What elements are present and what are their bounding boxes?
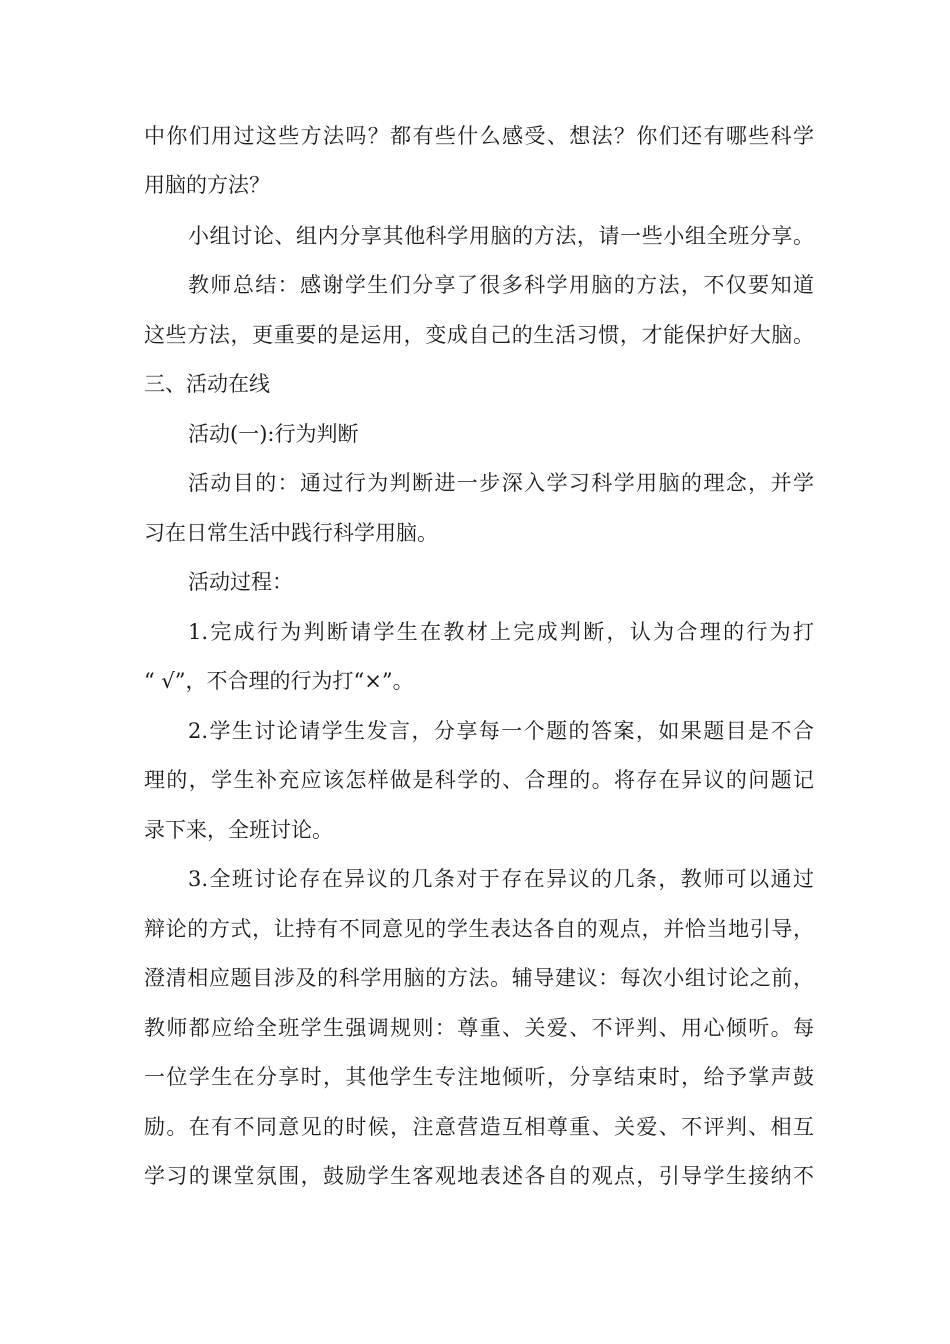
text-line: 活动目的：通过行为判断进一步深入学习科学用脑的理念，并学 [188,471,814,495]
text-line: 澄清相应题目涉及的科学用脑的方法。辅导建议：每次小组讨论之前， [144,966,814,990]
text-line: 一位学生在分享时，其他学生专注地倾听，分享结束时，给予掌声鼓 [144,1065,814,1089]
text-line: 辩论的方式，让持有不同意见的学生表达各自的观点，并恰当地引导， [144,917,814,941]
text-line: “ √”，不合理的行为打“×”。 [144,669,414,693]
text-line: 用脑的方法？ [144,173,270,197]
text-line: 教师总结：感谢学生们分享了很多科学用脑的方法，不仅要知道 [188,273,814,297]
section-heading: 三、活动在线 [144,372,270,396]
text-line: 这些方法，更重要的是运用，变成自己的生活习惯，才能保护好大脑。 [144,323,814,347]
text-line: 励。在有不同意见的时候，注意营造互相尊重、关爱、不评判、相互 [144,1115,814,1139]
text-line: 活动过程： [188,570,293,594]
text-line: 2.学生讨论请学生发言，分享每一个题的答案，如果题目是不合 [188,719,814,743]
text-line: 习在日常生活中践行科学用脑。 [144,521,438,545]
text-line: 理的，学生补充应该怎样做是科学的、合理的。将存在异议的问题记 [144,768,814,792]
activity-title: 活动(一):行为判断 [188,422,359,446]
text-line: 教师都应给全班学生强调规则：尊重、关爱、不评判、用心倾听。每 [144,1016,814,1040]
text-line: 录下来，全班讨论。 [144,818,333,842]
text-line: 中你们用过这些方法吗？都有些什么感受、想法？你们还有哪些科学 [144,124,814,148]
text-line: 3.全班讨论存在异议的几条对于存在异议的几条，教师可以通过 [188,867,814,891]
text-line: 1.完成行为判断请学生在教材上完成判断，认为合理的行为打 [188,620,814,644]
text-line: 小组讨论、组内分享其他科学用脑的方法，请一些小组全班分享。 [188,224,814,248]
text-line: 学习的课堂氛围，鼓励学生客观地表述各自的观点，引导学生接纳不 [144,1164,814,1188]
